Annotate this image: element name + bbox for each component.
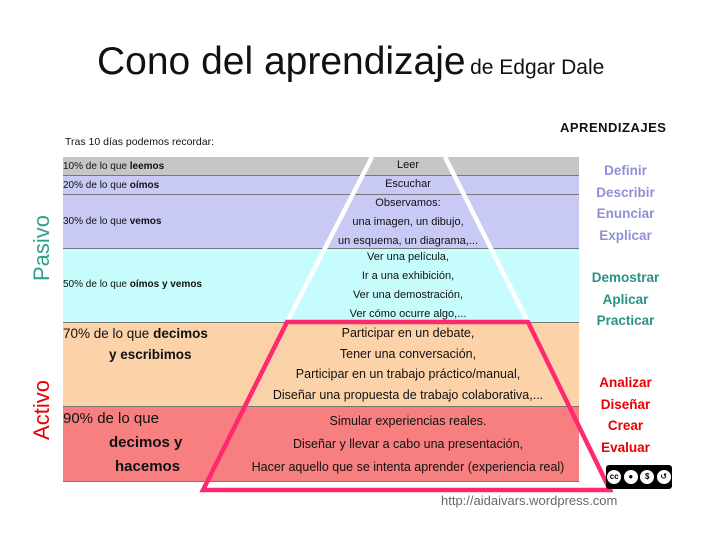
title-main: Cono del aprendizaje [97, 40, 466, 83]
footer-url[interactable]: http://aidaivars.wordpress.com [441, 493, 618, 508]
sa-icon: ↺ [657, 470, 671, 484]
row-label-leemos [63, 161, 164, 172]
row-bold: decimos [153, 326, 208, 341]
nc-icon: $ [640, 470, 654, 484]
activity-item: Hacer aquello que se intenta aprender (experiencia real) [251, 460, 565, 474]
activity-observar [200, 194, 616, 251]
activity-item: Ir a una exhibición, [361, 270, 455, 282]
title-subtitle: de Edgar Dale [470, 56, 605, 79]
verb-item: Enunciar [596, 206, 655, 221]
cc-icon: cc [607, 470, 621, 484]
row-pct: 90% de lo que [63, 410, 159, 427]
activity-hacer [200, 410, 616, 479]
row-bold: oímos y vemos [129, 279, 202, 290]
activity-item: Leer [396, 159, 420, 171]
verb-item: Evaluar [601, 439, 650, 455]
activity-item: Simular experiencias reales. [329, 414, 487, 428]
creative-commons-badge[interactable] [606, 465, 672, 489]
pasivo-label: Pasivo [29, 214, 54, 282]
verb-item: Explicar [599, 227, 652, 243]
verb-item: Crear [607, 418, 644, 433]
row-bold-2: y escribimos [109, 347, 192, 362]
activity-item: Participar en un trabajo práctico/manual, [295, 367, 521, 381]
page-title [97, 40, 604, 84]
row-pct: 20% de lo que [63, 180, 127, 191]
row-label-oimos [63, 180, 159, 191]
row-pct: 50% de lo que [63, 279, 127, 290]
activity-item: Ver una demostración, [352, 289, 464, 301]
row-bold: decimos y [109, 434, 183, 451]
activity-leer [200, 156, 616, 175]
activity-participar [200, 323, 616, 405]
activity-escuchar [200, 175, 616, 194]
verb-item: Aplicar [602, 291, 649, 307]
verbs-group-1 [578, 160, 673, 246]
activity-item: una imagen, un dibujo, [352, 216, 464, 228]
row-label-decimos-escribimos [63, 323, 208, 365]
row-bold: vemos [129, 216, 162, 227]
verb-item: Analizar [599, 375, 652, 390]
activity-item: un esquema, un diagrama,... [337, 235, 479, 247]
verb-item: Demostrar [591, 270, 660, 285]
activity-item: Ver una película, [367, 251, 449, 263]
row-label-oimos-vemos [63, 279, 202, 290]
row-label-decimos-hacemos [63, 407, 182, 479]
activity-item: Observamos: [375, 197, 441, 209]
row-pct: 10% de lo que [63, 161, 127, 172]
row-bold-2: hacemos [115, 458, 181, 475]
activity-item: Tener una conversación, [339, 346, 477, 361]
activity-item: Ver cómo ocurre algo,... [349, 308, 467, 320]
activo-label: Activo [29, 380, 54, 440]
verbs-group-2 [578, 267, 673, 332]
verb-item: Describir [596, 184, 655, 200]
row-bold: oímos [129, 180, 160, 191]
recall-header: Tras 10 días podemos recordar: [65, 136, 215, 148]
activity-item: Escuchar [385, 178, 431, 190]
row-bold: leemos [129, 161, 165, 172]
aprendizajes-header: APRENDIZAJES [560, 120, 667, 135]
activity-ver [200, 248, 616, 324]
activity-item: Participar en un debate, [341, 326, 475, 340]
activity-item: Diseñar y llevar a cabo una presentación, [293, 437, 523, 451]
verb-item: Definir [604, 163, 647, 178]
verb-item: Diseñar [600, 396, 651, 412]
activity-item: Diseñar una propuesta de trabajo colaborativa,... [272, 387, 544, 402]
verb-item: Practicar [596, 313, 655, 328]
row-label-vemos [63, 216, 161, 227]
row-pct: 30% de lo que [63, 216, 127, 227]
row-pct: 70% de lo que [63, 326, 150, 341]
verbs-group-3 [578, 372, 673, 458]
by-icon: ● [624, 470, 638, 484]
